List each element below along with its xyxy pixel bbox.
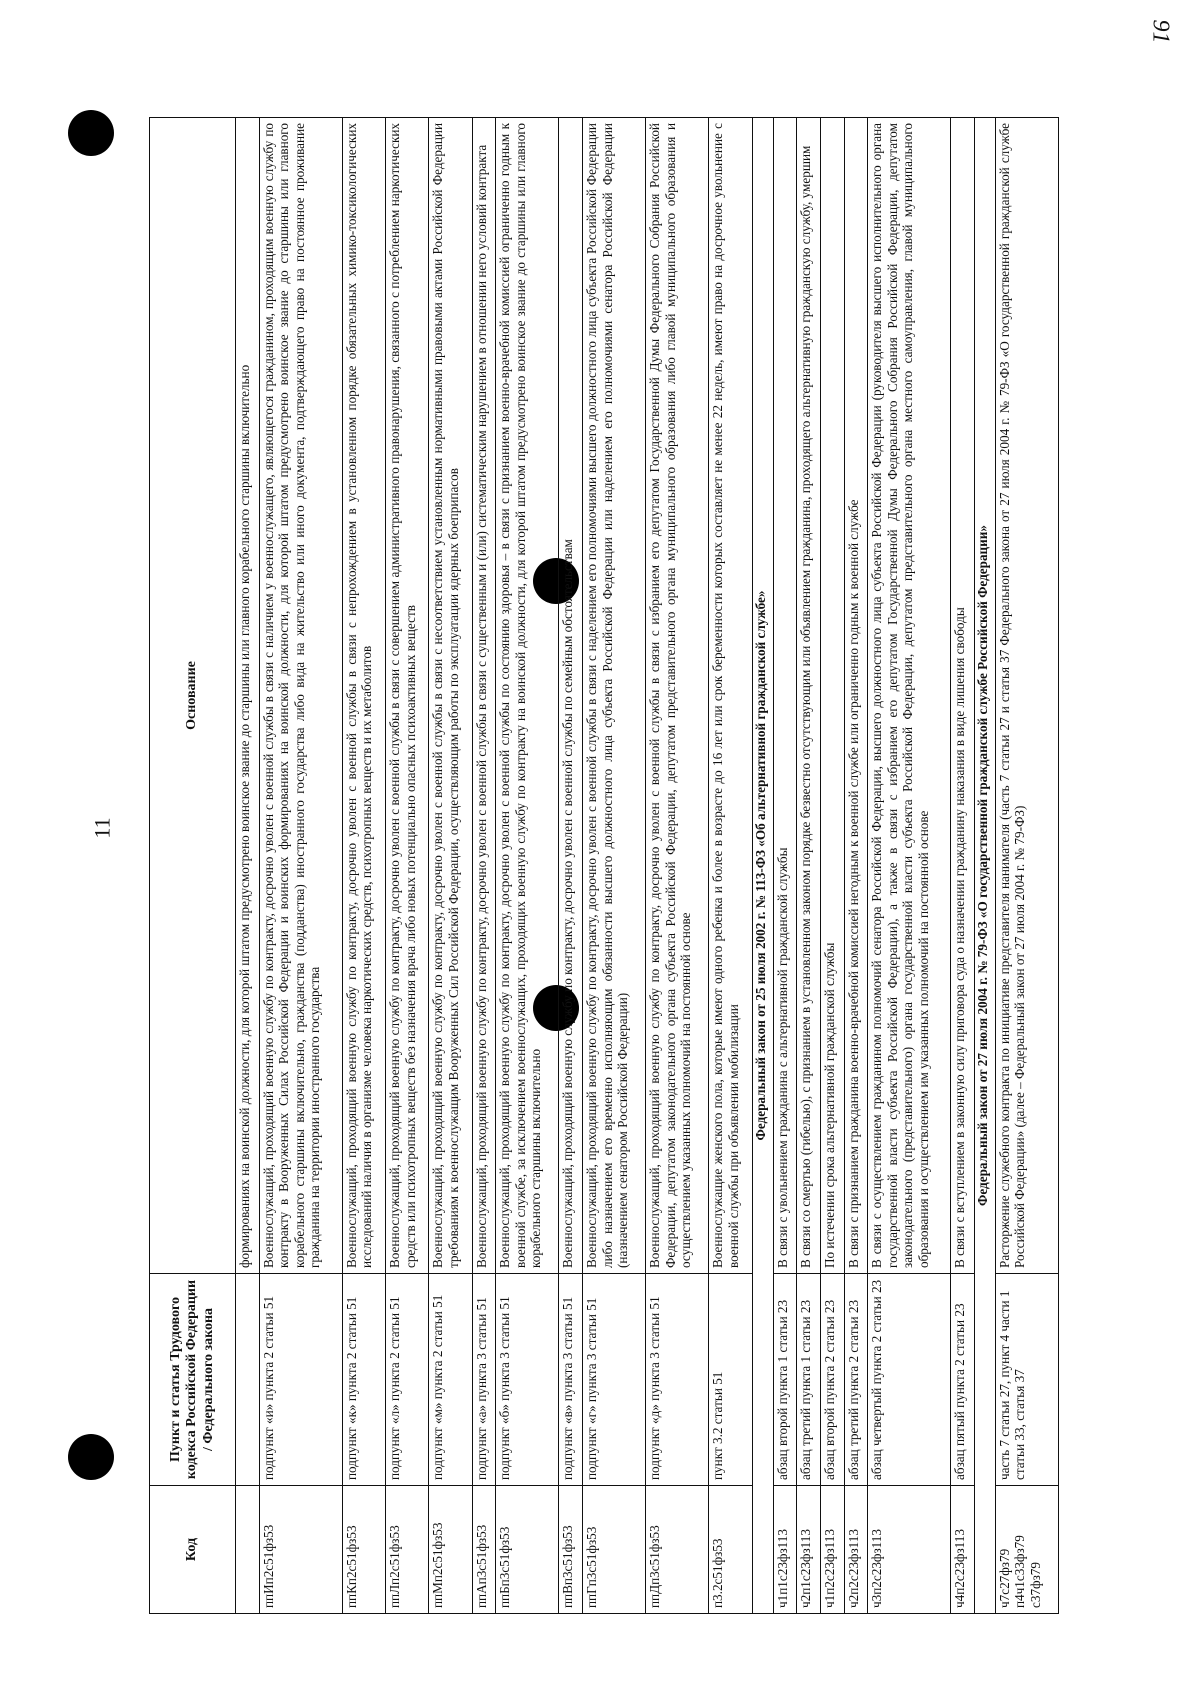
cell-code: ппДп3с51фз53 <box>646 1486 709 1614</box>
cell-code: ч7с27фз79 п4ч1с33фз79 с37фз79 <box>995 1486 1058 1614</box>
rotated-document <box>149 118 1059 1614</box>
table-row <box>868 118 951 1614</box>
cell-article: подпункт «в» пункта 3 статьи 51 <box>559 1274 583 1486</box>
cell-basis: формированиях на воинской должности, для которой штатом предусмотрено воинское звание до старшины или главного корабельного старшины включительно <box>236 118 260 1274</box>
cell-code: ппАп3с51фз53 <box>472 1486 496 1614</box>
cell-article: абзац пятый пункта 2 статьи 23 <box>951 1274 975 1486</box>
punch-hole <box>68 110 114 156</box>
cell-code: ппИп2с51фз53 <box>259 1486 342 1614</box>
cell-code: ч1п1с23фз113 <box>773 1486 797 1614</box>
column-header-article: Пункт и статья Трудового кодекса Российской Федерации / Федерального закона <box>150 1274 236 1486</box>
cell-article: абзац второй пункта 2 статьи 23 <box>820 1274 844 1486</box>
cell-code: ппВп3с51фз53 <box>559 1486 583 1614</box>
cell-article: подпункт «д» пункта 3 статьи 51 <box>646 1274 709 1486</box>
cell-basis: В связи со смертью (гибелью), с признанием в установленном законом порядке безвестно отсутствующим или объявлением гражданина, проходящего альтернативную гражданскую службу, умершим <box>797 118 821 1274</box>
cell-code: п3.2с51фз53 <box>709 1486 752 1614</box>
table-row <box>773 118 797 1614</box>
cell-article: подпункт «б» пункта 3 статьи 51 <box>496 1274 559 1486</box>
table-row <box>844 118 868 1614</box>
basis-table <box>149 117 1059 1614</box>
cell-article: абзац третий пункта 1 статьи 23 <box>797 1274 821 1486</box>
table-row <box>583 118 646 1614</box>
table-row <box>797 118 821 1614</box>
page-corner-mark: 91 <box>1147 19 1174 44</box>
law-heading: Федеральный закон от 25 июля 2002 г. № 113-ФЗ «Об альтернативной гражданской службе» <box>752 118 773 1614</box>
cell-code: ппЛп2с51фз53 <box>385 1486 428 1614</box>
cell-basis: Военнослужащий, проходящий военную службу по контракту, досрочно уволен с военной службы в связи с совершением административного правонарушения, связанного с потреблением наркотических средств или психотропных веществ без назначения врача либо новых потенциально опасных психоактивных веществ <box>385 118 428 1274</box>
cell-basis: Военнослужащий, проходящий военную службу по контракту, досрочно уволен с военной службы в связи с избранием его депутатом Государственной Думы Федерального Собрания Российской Федерации, депутатом законодательного органа субъекта Российской Федерации, депутатом представительного органа муниципального образования либо главой муниципального образования и осуществлением указанных полномочий на постоянной основе <box>646 118 709 1274</box>
law-section-row <box>974 118 995 1614</box>
cell-code <box>236 1486 260 1614</box>
cell-basis: Военнослужащий, проходящий военную службу по контракту, досрочно уволен с военной службы в связи с наличием у военнослужащего, являющегося гражданином, проходящим военную службу по контракту в Вооруженных Силах Российской Федерации и воинских формированиях на воинской должности, для которой штатом предусмотрено воинское звание до старшины или главного корабельного старшины включительно, гражданства (подданства) иностранного государства либо вида на жительство или иного документа, подтверждающего право на постоянное проживание гражданина на территории иностранного государства <box>259 118 342 1274</box>
law-section-row <box>752 118 773 1614</box>
cell-article <box>236 1274 260 1486</box>
table-row <box>951 118 975 1614</box>
cell-article: подпункт «и» пункта 2 статьи 51 <box>259 1274 342 1486</box>
column-header-code: Код <box>150 1486 236 1614</box>
cell-article: абзац третий пункта 2 статьи 23 <box>844 1274 868 1486</box>
table-row <box>342 118 385 1614</box>
column-header-basis: Основание <box>150 118 236 1274</box>
table-row <box>385 118 428 1614</box>
cell-article: абзац второй пункта 1 статьи 23 <box>773 1274 797 1486</box>
table-header-row <box>150 118 236 1614</box>
cell-article: часть 7 статьи 27, пункт 4 части 1 статьи 33, статья 37 <box>995 1274 1058 1486</box>
cell-code: ппМп2с51фз53 <box>429 1486 472 1614</box>
cell-article: подпункт «г» пункта 3 статьи 51 <box>583 1274 646 1486</box>
cell-code: ч3п2с23фз113 <box>868 1486 951 1614</box>
cell-basis: В связи с увольнением гражданина с альтернативной гражданской службы <box>773 118 797 1274</box>
table-row <box>820 118 844 1614</box>
cell-basis: По истечении срока альтернативной гражданской службы <box>820 118 844 1274</box>
cell-article: подпункт «м» пункта 2 статьи 51 <box>429 1274 472 1486</box>
punch-hole <box>68 1434 114 1480</box>
cell-article: абзац четвертый пункта 2 статьи 23 <box>868 1274 951 1486</box>
cell-basis: Военнослужащий, проходящий военную службу по контракту, досрочно уволен с военной службы по состоянию здоровья – в связи с признанием военно-врачебной комиссией ограниченно годным к военной службе, за исключением военнослужащих, проходящих военную службу по контракту на воинской должности, для которой штатом предусмотрено воинское звание до старшины или главного корабельного старшины включительно <box>496 118 559 1274</box>
cell-basis: Расторжение служебного контракта по инициативе представителя нанимателя (часть 7 статьи 27 и статья 37 Федерального закона от 27 июля 2004 г. № 79-ФЗ «О государственной гражданской службе Российской Федерации» (далее – Федеральный закон от 27 июля 2004 г. № 79-ФЗ) <box>995 118 1058 1274</box>
cell-code: ч2п2с23фз113 <box>844 1486 868 1614</box>
table-row <box>995 118 1058 1614</box>
cell-article: пункт 3.2 статьи 51 <box>709 1274 752 1486</box>
cell-code: ппБп3с51фз53 <box>496 1486 559 1614</box>
table-row <box>496 118 559 1614</box>
cell-code: ппКп2с51фз53 <box>342 1486 385 1614</box>
cell-article: подпункт «к» пункта 2 статьи 51 <box>342 1274 385 1486</box>
cell-basis: Военнослужащий, проходящий военную службу по контракту, досрочно уволен с военной службы в связи с существенным и (или) систематическим нарушением в отношении него условий контракта <box>472 118 496 1274</box>
cell-basis: Военнослужащий, проходящий военную службу по контракту, досрочно уволен с военной службы в связи с непрохождением в установленном порядке обязательных химико-токсикологических исследований наличия в организме человека наркотических средств, психотропных веществ и их метаболитов <box>342 118 385 1274</box>
table-row <box>472 118 496 1614</box>
cell-basis: В связи с вступлением в законную силу приговора суда о назначении гражданину наказания в виде лишения свободы <box>951 118 975 1274</box>
cell-basis: В связи с осуществлением гражданином полномочий сенатора Российской Федерации, высшего должностного лица субъекта Российской Федерации (руководителя высшего исполнительного органа государственной власти субъекта Российской Федерации), а также в связи с избранием его депутатом Государственной Думы Федерального Собрания Российской Федерации, депутатом законодательного (представительного) органа государственной власти субъекта Российской Федерации, депутатом представительного органа местного самоуправления, главой муниципального образования и осуществлением им указанных полномочий на постоянной основе <box>868 118 951 1274</box>
page-number: 11 <box>89 817 115 839</box>
law-heading: Федеральный закон от 27 июля 2004 г. № 79-ФЗ «О государственной гражданской службе Российской Федерации» <box>974 118 995 1614</box>
cell-article: подпункт «л» пункта 2 статьи 51 <box>385 1274 428 1486</box>
cell-basis: Военнослужащий, проходящий военную службу по контракту, досрочно уволен с военной службы в связи с наделением его полномочиями высшего должностного лица субъекта Российской Федерации либо назначением его временно исполняющим обязанности высшего должностного лица субъекта Российской Федерации или наделением его полномочиями сенатора Российской Федерации (назначением сенатором Российской Федерации) <box>583 118 646 1274</box>
cell-basis: Военнослужащий, проходящий военную службу по контракту, досрочно уволен с военной службы в связи с несоответствием установленным нормативными правовыми актами Российской Федерации требованиям к военнослужащим Вооруженных Сил Российской Федерации, осуществляющим работы по эксплуатации ядерных боеприпасов <box>429 118 472 1274</box>
cell-code: ч4п2с23фз113 <box>951 1486 975 1614</box>
table-row <box>236 118 260 1614</box>
table-row <box>709 118 752 1614</box>
table-row <box>559 118 583 1614</box>
table-row <box>429 118 472 1614</box>
cell-basis: Военнослужащие женского пола, которые имеют одного ребенка и более в возрасте до 16 лет или срок беременности которых составляет не менее 22 недель, имеют право на досрочное увольнение с военной службы при объявлении мобилизации <box>709 118 752 1274</box>
table-row <box>646 118 709 1614</box>
table-row <box>259 118 342 1614</box>
cell-code: ч1п2с23фз113 <box>820 1486 844 1614</box>
cell-article: подпункт «а» пункта 3 статьи 51 <box>472 1274 496 1486</box>
cell-code: ппГп3с51фз53 <box>583 1486 646 1614</box>
cell-basis: Военнослужащий, проходящий военную службу по контракту, досрочно уволен с военной службы по семейным обстоятельствам <box>559 118 583 1274</box>
table-body <box>236 118 1059 1614</box>
cell-code: ч2п1с23фз113 <box>797 1486 821 1614</box>
cell-basis: В связи с признанием гражданина военно-врачебной комиссией негодным к военной службе или ограниченно годным к военной службе <box>844 118 868 1274</box>
